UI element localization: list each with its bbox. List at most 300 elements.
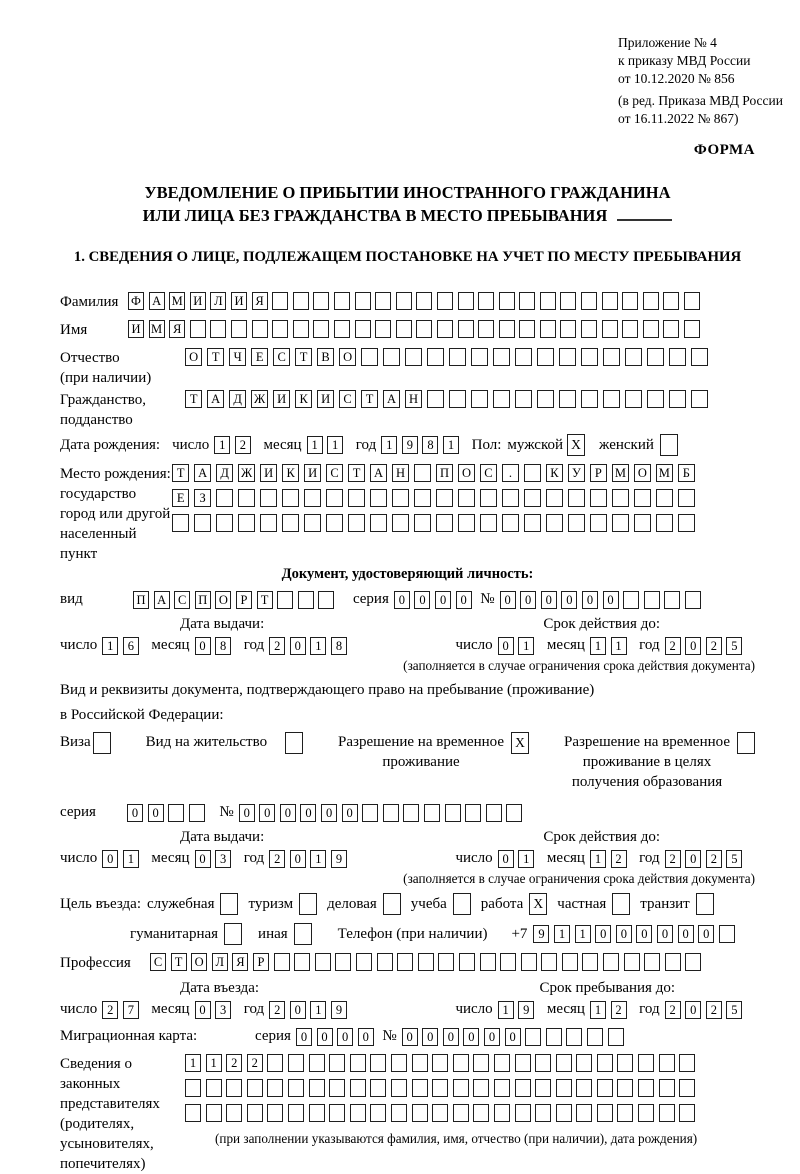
- char-box[interactable]: 0: [290, 1001, 306, 1019]
- char-box[interactable]: [403, 804, 419, 822]
- char-box[interactable]: [560, 320, 576, 338]
- char-box[interactable]: О: [191, 953, 207, 971]
- char-box[interactable]: [568, 514, 585, 532]
- char-box[interactable]: [334, 292, 350, 310]
- char-box[interactable]: А: [207, 390, 224, 408]
- char-box[interactable]: [576, 1079, 592, 1097]
- char-box[interactable]: [502, 514, 519, 532]
- char-box[interactable]: [194, 514, 211, 532]
- char-box[interactable]: [370, 514, 387, 532]
- char-box[interactable]: [499, 320, 515, 338]
- char-box[interactable]: [350, 1054, 366, 1072]
- char-box[interactable]: [719, 925, 735, 943]
- char-box[interactable]: [684, 320, 700, 338]
- char-box[interactable]: [524, 464, 541, 482]
- char-box[interactable]: [397, 953, 413, 971]
- char-box[interactable]: [685, 591, 701, 609]
- char-box[interactable]: [412, 1054, 428, 1072]
- char-box[interactable]: 0: [337, 1028, 353, 1046]
- char-box[interactable]: [293, 292, 309, 310]
- char-box[interactable]: 0: [422, 1028, 438, 1046]
- char-box[interactable]: [304, 489, 321, 507]
- char-box[interactable]: [597, 1079, 613, 1097]
- char-box[interactable]: [350, 1104, 366, 1122]
- char-box[interactable]: 1: [518, 637, 534, 655]
- char-box[interactable]: 0: [463, 1028, 479, 1046]
- char-box[interactable]: [206, 1079, 222, 1097]
- char-box[interactable]: М: [612, 464, 629, 482]
- char-box[interactable]: 0: [595, 925, 611, 943]
- char-box[interactable]: [471, 390, 488, 408]
- char-box[interactable]: [438, 953, 454, 971]
- char-box[interactable]: И: [260, 464, 277, 482]
- char-box[interactable]: [546, 514, 563, 532]
- char-box[interactable]: [458, 320, 474, 338]
- char-box[interactable]: [602, 320, 618, 338]
- char-box[interactable]: [412, 1079, 428, 1097]
- char-box[interactable]: 5: [726, 637, 742, 655]
- char-box[interactable]: [473, 1079, 489, 1097]
- char-box[interactable]: [540, 292, 556, 310]
- char-box[interactable]: 0: [484, 1028, 500, 1046]
- char-box[interactable]: 2: [247, 1054, 263, 1072]
- char-box[interactable]: [587, 1028, 603, 1046]
- char-box[interactable]: А: [149, 292, 165, 310]
- char-box[interactable]: [521, 953, 537, 971]
- char-box[interactable]: 1: [575, 925, 591, 943]
- char-box[interactable]: Е: [172, 489, 189, 507]
- char-box[interactable]: Р: [236, 591, 252, 609]
- char-box[interactable]: [315, 953, 331, 971]
- char-box[interactable]: [597, 1104, 613, 1122]
- opt-study-checkbox[interactable]: [453, 893, 471, 915]
- char-box[interactable]: [480, 489, 497, 507]
- char-box[interactable]: [370, 1054, 386, 1072]
- char-box[interactable]: 3: [215, 1001, 231, 1019]
- char-box[interactable]: [238, 514, 255, 532]
- char-box[interactable]: О: [634, 464, 651, 482]
- char-box[interactable]: Я: [252, 292, 268, 310]
- char-box[interactable]: [638, 1054, 654, 1072]
- char-box[interactable]: [298, 591, 314, 609]
- char-box[interactable]: И: [128, 320, 144, 338]
- char-box[interactable]: [453, 1054, 469, 1072]
- char-box[interactable]: [216, 514, 233, 532]
- opt-transit-checkbox[interactable]: [696, 893, 714, 915]
- char-box[interactable]: [282, 514, 299, 532]
- female-checkbox[interactable]: [660, 434, 678, 456]
- char-box[interactable]: 2: [269, 1001, 285, 1019]
- char-box[interactable]: [603, 953, 619, 971]
- char-box[interactable]: [493, 348, 510, 366]
- char-box[interactable]: [678, 489, 695, 507]
- char-box[interactable]: Т: [207, 348, 224, 366]
- char-box[interactable]: О: [339, 348, 356, 366]
- char-box[interactable]: [622, 320, 638, 338]
- char-box[interactable]: 2: [706, 637, 722, 655]
- char-box[interactable]: 0: [102, 850, 118, 868]
- char-box[interactable]: 1: [206, 1054, 222, 1072]
- char-box[interactable]: 5: [726, 850, 742, 868]
- char-box[interactable]: [669, 390, 686, 408]
- char-box[interactable]: С: [480, 464, 497, 482]
- char-box[interactable]: [313, 292, 329, 310]
- char-box[interactable]: С: [339, 390, 356, 408]
- char-box[interactable]: 1: [123, 850, 139, 868]
- char-box[interactable]: [427, 348, 444, 366]
- char-box[interactable]: [391, 1054, 407, 1072]
- char-box[interactable]: [638, 1079, 654, 1097]
- char-box[interactable]: [486, 804, 502, 822]
- char-box[interactable]: 1: [611, 637, 627, 655]
- char-box[interactable]: [392, 514, 409, 532]
- char-box[interactable]: [659, 1054, 675, 1072]
- char-box[interactable]: [576, 1104, 592, 1122]
- char-box[interactable]: 0: [498, 637, 514, 655]
- char-box[interactable]: [679, 1079, 695, 1097]
- char-box[interactable]: 0: [505, 1028, 521, 1046]
- char-box[interactable]: 0: [296, 1028, 312, 1046]
- char-box[interactable]: [679, 1104, 695, 1122]
- char-box[interactable]: А: [154, 591, 170, 609]
- char-box[interactable]: 2: [611, 850, 627, 868]
- char-box[interactable]: 2: [665, 1001, 681, 1019]
- char-box[interactable]: [350, 1079, 366, 1097]
- char-box[interactable]: 8: [215, 637, 231, 655]
- char-box[interactable]: [576, 1054, 592, 1072]
- char-box[interactable]: [412, 1104, 428, 1122]
- char-box[interactable]: [494, 1079, 510, 1097]
- char-box[interactable]: [329, 1079, 345, 1097]
- char-box[interactable]: 0: [342, 804, 358, 822]
- char-box[interactable]: [272, 292, 288, 310]
- char-box[interactable]: 6: [123, 637, 139, 655]
- char-box[interactable]: 1: [214, 436, 230, 454]
- char-box[interactable]: 0: [456, 591, 472, 609]
- char-box[interactable]: [189, 804, 205, 822]
- char-box[interactable]: [685, 953, 701, 971]
- char-box[interactable]: [581, 320, 597, 338]
- char-box[interactable]: [473, 1104, 489, 1122]
- char-box[interactable]: [348, 514, 365, 532]
- char-box[interactable]: [546, 1028, 562, 1046]
- char-box[interactable]: 1: [443, 436, 459, 454]
- char-box[interactable]: [396, 320, 412, 338]
- char-box[interactable]: [493, 390, 510, 408]
- char-box[interactable]: [623, 591, 639, 609]
- char-box[interactable]: 0: [148, 804, 164, 822]
- char-box[interactable]: 0: [394, 591, 410, 609]
- char-box[interactable]: 9: [402, 436, 418, 454]
- char-box[interactable]: [622, 292, 638, 310]
- char-box[interactable]: [465, 804, 481, 822]
- char-box[interactable]: [663, 292, 679, 310]
- char-box[interactable]: [288, 1104, 304, 1122]
- char-box[interactable]: [414, 514, 431, 532]
- char-box[interactable]: 0: [657, 925, 673, 943]
- char-box[interactable]: [535, 1054, 551, 1072]
- char-box[interactable]: [326, 514, 343, 532]
- char-box[interactable]: [684, 292, 700, 310]
- char-box[interactable]: [625, 390, 642, 408]
- char-box[interactable]: [375, 292, 391, 310]
- char-box[interactable]: [581, 348, 598, 366]
- char-box[interactable]: 0: [498, 850, 514, 868]
- char-box[interactable]: [515, 1054, 531, 1072]
- char-box[interactable]: Р: [590, 464, 607, 482]
- char-box[interactable]: [644, 591, 660, 609]
- char-box[interactable]: 9: [331, 850, 347, 868]
- char-box[interactable]: [556, 1104, 572, 1122]
- char-box[interactable]: [313, 320, 329, 338]
- char-box[interactable]: 1: [590, 850, 606, 868]
- char-box[interactable]: [679, 1054, 695, 1072]
- char-box[interactable]: Л: [212, 953, 228, 971]
- char-box[interactable]: [414, 464, 431, 482]
- char-box[interactable]: [375, 320, 391, 338]
- char-box[interactable]: А: [194, 464, 211, 482]
- char-box[interactable]: 0: [520, 591, 536, 609]
- char-box[interactable]: [659, 1079, 675, 1097]
- char-box[interactable]: И: [273, 390, 290, 408]
- char-box[interactable]: [185, 1079, 201, 1097]
- char-box[interactable]: 8: [331, 637, 347, 655]
- char-box[interactable]: 0: [603, 591, 619, 609]
- char-box[interactable]: 0: [300, 804, 316, 822]
- opt-tourism-checkbox[interactable]: [299, 893, 317, 915]
- char-box[interactable]: 0: [698, 925, 714, 943]
- visa-checkbox[interactable]: [93, 732, 111, 754]
- char-box[interactable]: 2: [102, 1001, 118, 1019]
- char-box[interactable]: [329, 1054, 345, 1072]
- char-box[interactable]: 1: [498, 1001, 514, 1019]
- char-box[interactable]: [656, 514, 673, 532]
- char-box[interactable]: .: [502, 464, 519, 482]
- char-box[interactable]: П: [133, 591, 149, 609]
- char-box[interactable]: [582, 953, 598, 971]
- char-box[interactable]: 2: [665, 850, 681, 868]
- char-box[interactable]: 0: [239, 804, 255, 822]
- char-box[interactable]: [612, 514, 629, 532]
- char-box[interactable]: 1: [590, 637, 606, 655]
- char-box[interactable]: [500, 953, 516, 971]
- char-box[interactable]: [556, 1054, 572, 1072]
- char-box[interactable]: [559, 390, 576, 408]
- char-box[interactable]: 7: [123, 1001, 139, 1019]
- char-box[interactable]: З: [194, 489, 211, 507]
- male-checkbox[interactable]: X: [567, 434, 585, 456]
- char-box[interactable]: [597, 1054, 613, 1072]
- char-box[interactable]: [525, 1028, 541, 1046]
- char-box[interactable]: [396, 292, 412, 310]
- char-box[interactable]: [427, 390, 444, 408]
- char-box[interactable]: [568, 489, 585, 507]
- char-box[interactable]: [362, 804, 378, 822]
- char-box[interactable]: 0: [358, 1028, 374, 1046]
- char-box[interactable]: [559, 348, 576, 366]
- char-box[interactable]: Б: [678, 464, 695, 482]
- char-box[interactable]: [519, 320, 535, 338]
- char-box[interactable]: [519, 292, 535, 310]
- char-box[interactable]: [535, 1104, 551, 1122]
- char-box[interactable]: [282, 489, 299, 507]
- char-box[interactable]: 0: [414, 591, 430, 609]
- char-box[interactable]: 1: [590, 1001, 606, 1019]
- char-box[interactable]: [449, 348, 466, 366]
- char-box[interactable]: Я: [232, 953, 248, 971]
- char-box[interactable]: [432, 1054, 448, 1072]
- char-box[interactable]: 9: [518, 1001, 534, 1019]
- char-box[interactable]: [416, 320, 432, 338]
- char-box[interactable]: [634, 489, 651, 507]
- char-box[interactable]: Е: [251, 348, 268, 366]
- char-box[interactable]: 1: [307, 436, 323, 454]
- opt-humanitarian-checkbox[interactable]: [224, 923, 242, 945]
- char-box[interactable]: 0: [259, 804, 275, 822]
- char-box[interactable]: [678, 514, 695, 532]
- char-box[interactable]: 1: [310, 1001, 326, 1019]
- char-box[interactable]: Т: [295, 348, 312, 366]
- char-box[interactable]: [566, 1028, 582, 1046]
- char-box[interactable]: [478, 320, 494, 338]
- char-box[interactable]: [494, 1054, 510, 1072]
- char-box[interactable]: [691, 390, 708, 408]
- char-box[interactable]: [540, 320, 556, 338]
- char-box[interactable]: [288, 1079, 304, 1097]
- char-box[interactable]: [326, 489, 343, 507]
- residence-permit-checkbox[interactable]: [285, 732, 303, 754]
- opt-work-checkbox[interactable]: X: [529, 893, 547, 915]
- char-box[interactable]: [391, 1104, 407, 1122]
- char-box[interactable]: [524, 489, 541, 507]
- char-box[interactable]: [453, 1079, 469, 1097]
- char-box[interactable]: [210, 320, 226, 338]
- char-box[interactable]: 1: [185, 1054, 201, 1072]
- char-box[interactable]: Р: [253, 953, 269, 971]
- char-box[interactable]: [515, 1079, 531, 1097]
- char-box[interactable]: 2: [706, 850, 722, 868]
- char-box[interactable]: 0: [317, 1028, 333, 1046]
- char-box[interactable]: К: [295, 390, 312, 408]
- char-box[interactable]: [436, 514, 453, 532]
- char-box[interactable]: [190, 320, 206, 338]
- char-box[interactable]: [499, 292, 515, 310]
- opt-official-checkbox[interactable]: [220, 893, 238, 915]
- char-box[interactable]: [603, 390, 620, 408]
- opt-other-checkbox[interactable]: [294, 923, 312, 945]
- char-box[interactable]: [638, 1104, 654, 1122]
- char-box[interactable]: 0: [290, 850, 306, 868]
- temp-permit-checkbox[interactable]: X: [511, 732, 529, 754]
- char-box[interactable]: Д: [216, 464, 233, 482]
- char-box[interactable]: [267, 1054, 283, 1072]
- char-box[interactable]: Т: [361, 390, 378, 408]
- char-box[interactable]: 2: [611, 1001, 627, 1019]
- char-box[interactable]: [602, 292, 618, 310]
- char-box[interactable]: 0: [678, 925, 694, 943]
- char-box[interactable]: [647, 348, 664, 366]
- char-box[interactable]: 0: [195, 637, 211, 655]
- opt-business-checkbox[interactable]: [383, 893, 401, 915]
- char-box[interactable]: О: [185, 348, 202, 366]
- char-box[interactable]: [206, 1104, 222, 1122]
- char-box[interactable]: [473, 1054, 489, 1072]
- char-box[interactable]: И: [190, 292, 206, 310]
- char-box[interactable]: [581, 390, 598, 408]
- char-box[interactable]: [277, 591, 293, 609]
- char-box[interactable]: [405, 348, 422, 366]
- char-box[interactable]: 2: [665, 637, 681, 655]
- char-box[interactable]: [480, 953, 496, 971]
- char-box[interactable]: М: [149, 320, 165, 338]
- edu-permit-checkbox[interactable]: [737, 732, 755, 754]
- char-box[interactable]: [309, 1104, 325, 1122]
- char-box[interactable]: 1: [310, 850, 326, 868]
- char-box[interactable]: О: [458, 464, 475, 482]
- char-box[interactable]: [471, 348, 488, 366]
- char-box[interactable]: [643, 320, 659, 338]
- char-box[interactable]: [383, 348, 400, 366]
- char-box[interactable]: [634, 514, 651, 532]
- char-box[interactable]: [424, 804, 440, 822]
- char-box[interactable]: 0: [280, 804, 296, 822]
- char-box[interactable]: [329, 1104, 345, 1122]
- char-box[interactable]: [267, 1104, 283, 1122]
- char-box[interactable]: И: [231, 292, 247, 310]
- char-box[interactable]: [659, 1104, 675, 1122]
- char-box[interactable]: [581, 292, 597, 310]
- char-box[interactable]: [590, 489, 607, 507]
- char-box[interactable]: [334, 320, 350, 338]
- char-box[interactable]: [247, 1104, 263, 1122]
- char-box[interactable]: [590, 514, 607, 532]
- char-box[interactable]: Ч: [229, 348, 246, 366]
- char-box[interactable]: [231, 320, 247, 338]
- char-box[interactable]: 1: [554, 925, 570, 943]
- char-box[interactable]: [391, 1079, 407, 1097]
- char-box[interactable]: [459, 953, 475, 971]
- char-box[interactable]: С: [273, 348, 290, 366]
- char-box[interactable]: [617, 1104, 633, 1122]
- char-box[interactable]: [524, 514, 541, 532]
- char-box[interactable]: 0: [195, 850, 211, 868]
- char-box[interactable]: [267, 1079, 283, 1097]
- char-box[interactable]: 0: [290, 637, 306, 655]
- char-box[interactable]: [288, 1054, 304, 1072]
- char-box[interactable]: [260, 514, 277, 532]
- char-box[interactable]: 1: [102, 637, 118, 655]
- char-box[interactable]: А: [383, 390, 400, 408]
- char-box[interactable]: Я: [169, 320, 185, 338]
- char-box[interactable]: М: [656, 464, 673, 482]
- char-box[interactable]: [506, 804, 522, 822]
- char-box[interactable]: [643, 292, 659, 310]
- char-box[interactable]: [432, 1104, 448, 1122]
- char-box[interactable]: 0: [685, 637, 701, 655]
- char-box[interactable]: 9: [331, 1001, 347, 1019]
- char-box[interactable]: [502, 489, 519, 507]
- char-box[interactable]: [348, 489, 365, 507]
- char-box[interactable]: 9: [533, 925, 549, 943]
- char-box[interactable]: Т: [348, 464, 365, 482]
- char-box[interactable]: [437, 292, 453, 310]
- char-box[interactable]: [603, 348, 620, 366]
- char-box[interactable]: 8: [422, 436, 438, 454]
- char-box[interactable]: И: [317, 390, 334, 408]
- char-box[interactable]: 0: [582, 591, 598, 609]
- char-box[interactable]: [663, 320, 679, 338]
- char-box[interactable]: [647, 390, 664, 408]
